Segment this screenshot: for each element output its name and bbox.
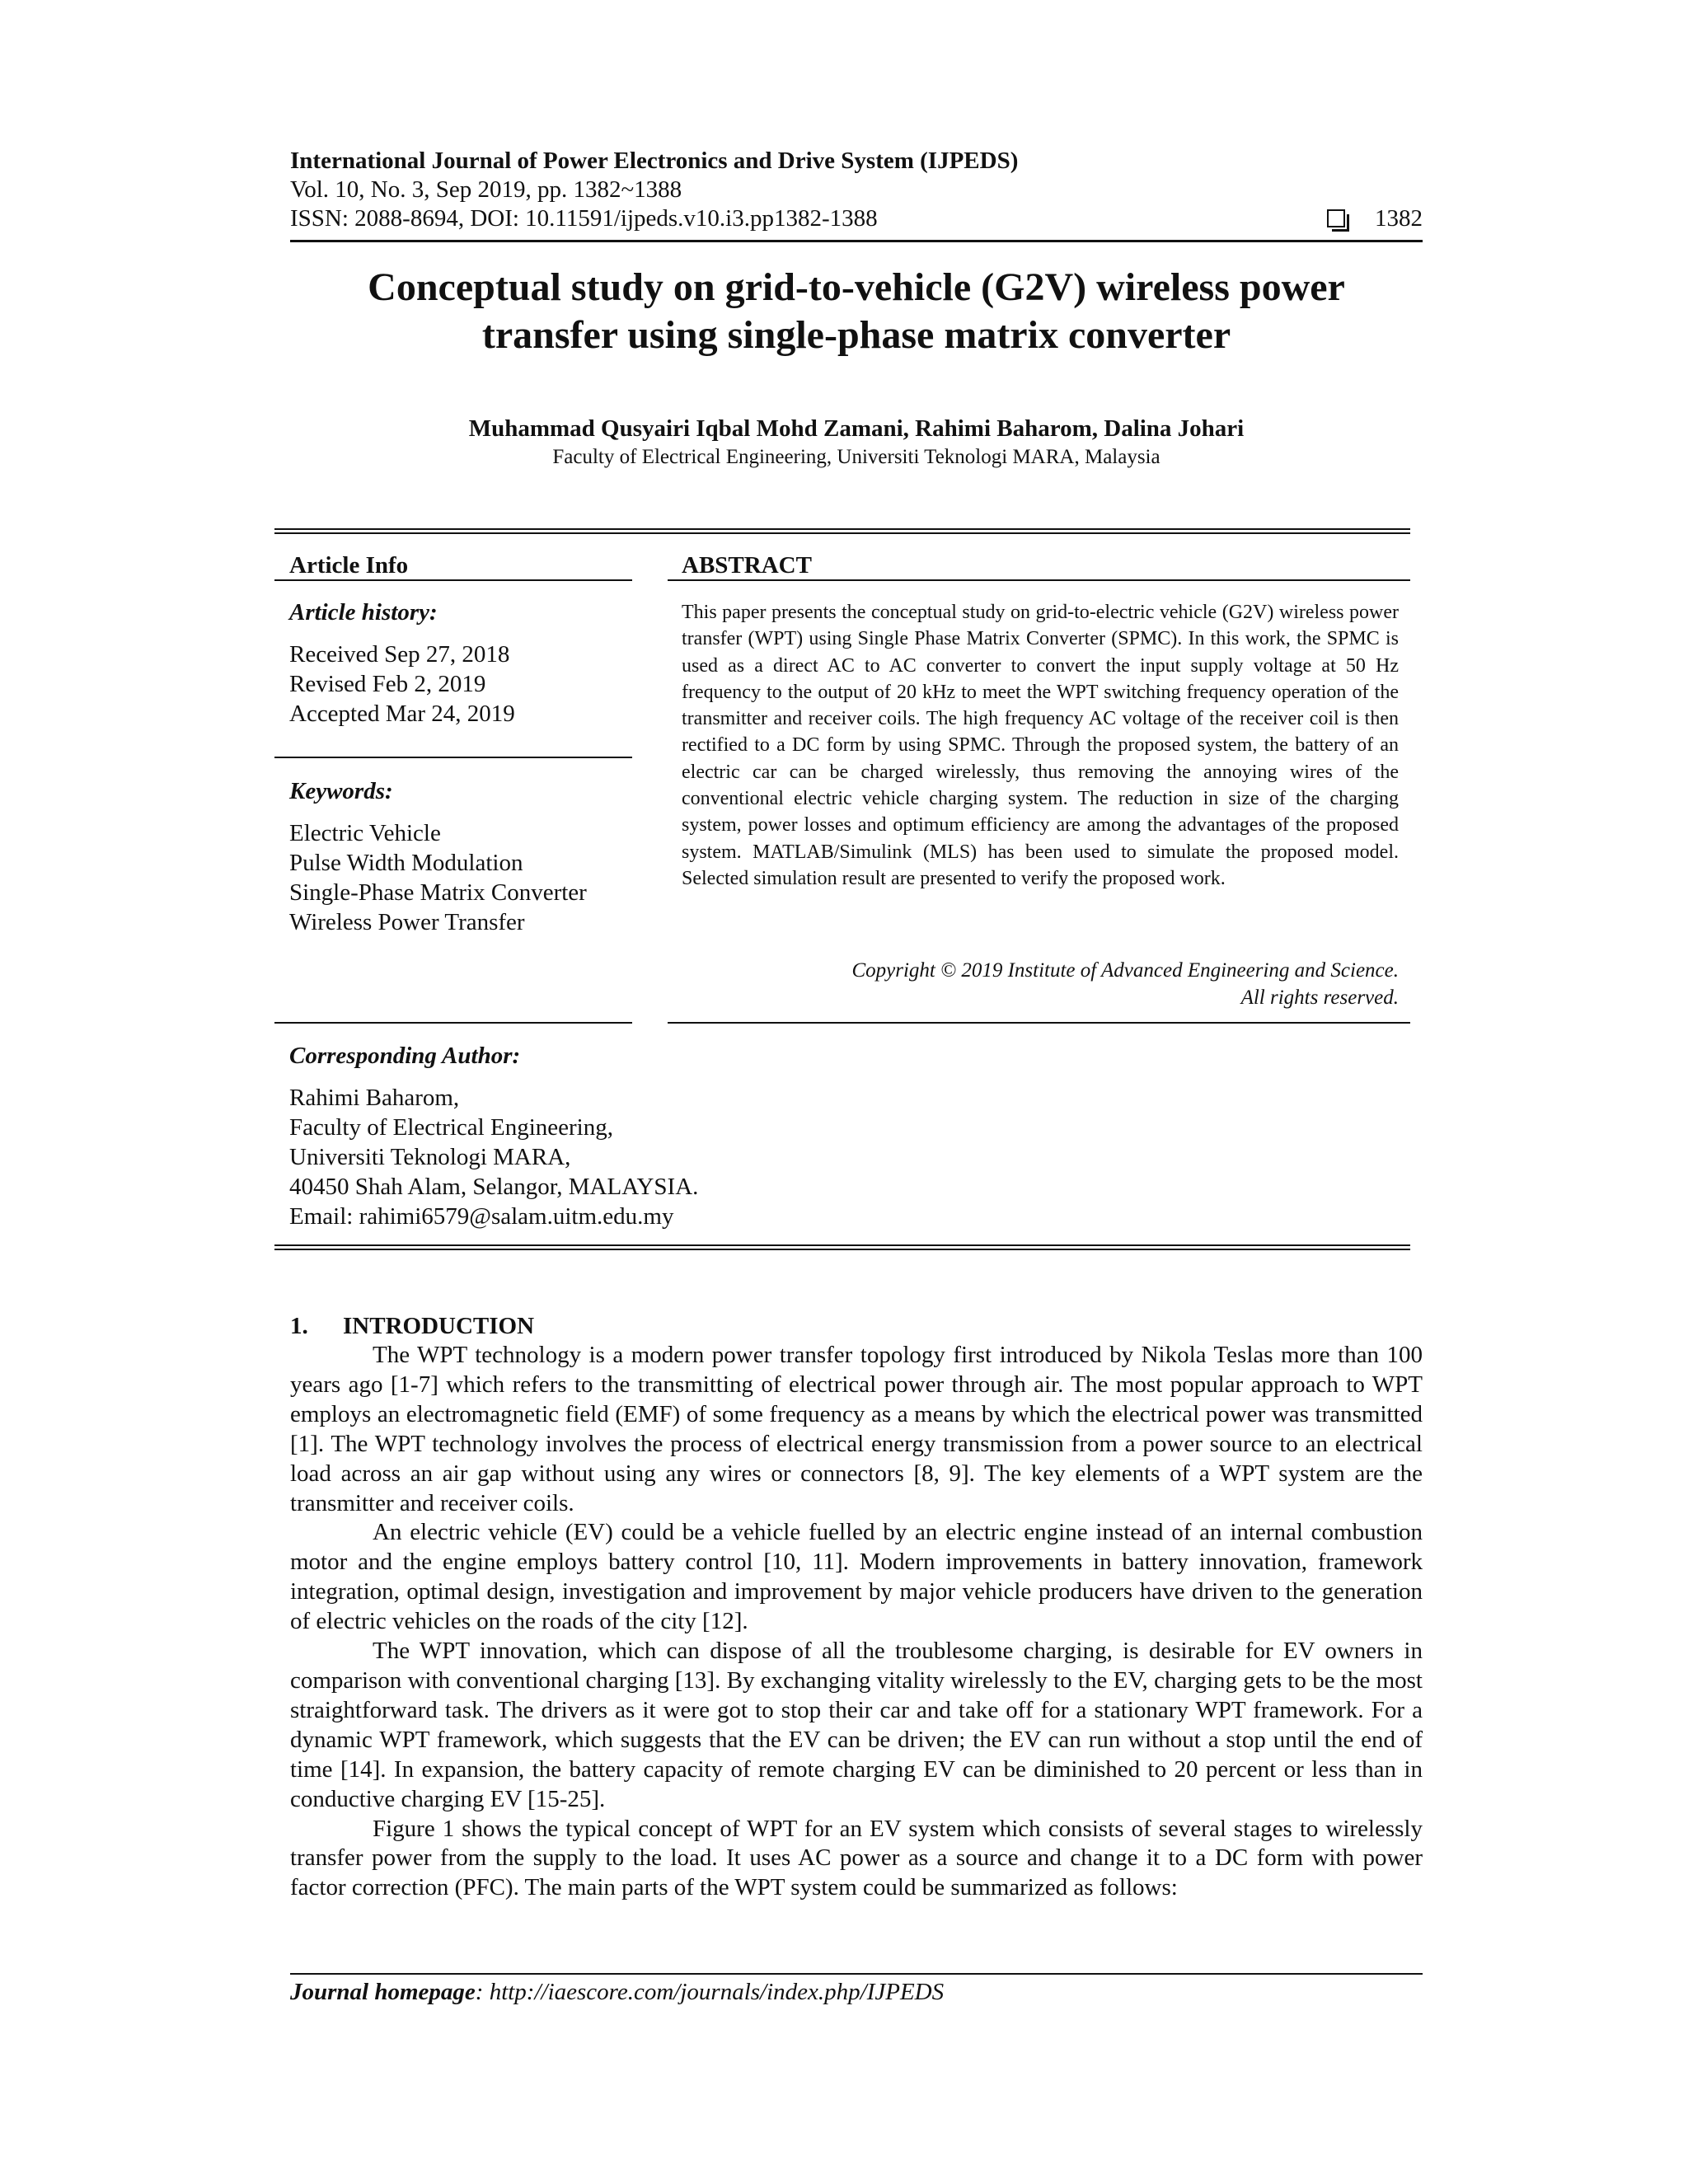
article-history-heading: Article history: — [289, 599, 438, 626]
info-box-top-rule — [274, 528, 1410, 534]
paragraph: The WPT innovation, which can dispose of all the troublesome charging, is desirable for EV owners in comparison with conventional charging [13]. By exchanging vitality wirelessly to the EV, charging gets to be the most straightforward task. The drivers as it were got to stop their car and take off for a stationary WPT framework. For a dynamic WPT framework, which suggests that the EV can be driven; the EV can run without a stop until the end of time [14]. In expansion, the battery capacity of remote charging EV can be diminished to 20 percent or less than in conductive charging EV [15-25]. — [290, 1638, 1423, 1812]
author-university: Universiti Teknologi MARA, — [289, 1144, 571, 1170]
paragraph: Figure 1 shows the typical concept of WPT for an EV system which consists of several stages to wirelessly transfer power from the supply to the load. It uses AC power as a source and change it to a DC form with power factor correction (PFC). The main parts of the WPT system could be summarized as follows: — [290, 1815, 1423, 1901]
abstract-text: This paper presents the conceptual study on grid-to-electric vehicle (G2V) wireless power transfer (WPT) using Single Phase Matrix Converter (SPMC). In this work, the SPMC is used as a direct AC to AC converter to convert the input supply voltage at 50 Hz frequency to the output of 20 kHz to meet the WPT switching frequency operation of the transmitter and receiver coils. The high frequency AC voltage of the receiver coil is then rectified to a DC form by using SPMC. Through the proposed system, the battery of an electric car can be charged wirelessly, thus removing the annoying wires of the conventional electric vehicle charging system. The reduction in size of the charging system, power losses and optimum efficiency are among the advantages of the proposed system. MATLAB/Simulink (MLS) has been used to simulate the proposed model. Selected simulation result are presented to verify the proposed work. — [682, 602, 1399, 889]
paragraph: An electric vehicle (EV) could be a vehicle fuelled by an electric engine instead of an internal combustion motor and the engine employs battery control [10, 11]. Modern improvements in battery innovation, framework integration, optimal design, investigation and improvement by major vehicle producers have driven to the generation of electric vehicles on the roads of the city [12]. — [290, 1519, 1423, 1635]
copyright-line-1: Copyright © 2019 Institute of Advanced Engineering and Science. — [851, 959, 1399, 982]
author-email: Email: rahimi6579@salam.uitm.edu.my — [289, 1203, 674, 1230]
section-title: INTRODUCTION — [343, 1313, 535, 1339]
journal-homepage-url[interactable]: : http://iaescore.com/journals/index.php/IJPEDS — [475, 1979, 945, 2005]
keyword: Single-Phase Matrix Converter — [289, 879, 587, 906]
introduction-heading — [290, 1312, 534, 1340]
keywords-heading: Keywords: — [289, 778, 393, 804]
accepted-date: Accepted Mar 24, 2019 — [289, 701, 515, 727]
header-page-info — [1327, 204, 1423, 232]
paper-title — [290, 264, 1423, 359]
info-box-bottom-rule — [274, 1244, 1410, 1250]
abstract-rule — [668, 579, 1410, 581]
author-address: 40450 Shah Alam, Selangor, MALAYSIA. — [289, 1174, 699, 1200]
article-info-heading: Article Info — [289, 552, 409, 579]
keyword: Electric Vehicle — [289, 820, 441, 846]
abstract-heading: ABSTRACT — [682, 552, 812, 579]
author-name: Rahimi Baharom, — [289, 1085, 460, 1111]
corresponding-author-details — [289, 1083, 698, 1231]
keyword-list — [289, 818, 587, 937]
paragraph: The WPT technology is a modern power transfer topology first introduced by Nikola Teslas more than 100 years ago [1-7] which refers to the transmitting of electrical power through air. The most popular approach to WPT employs an electromagnetic field (EMF) of some frequency as a means by which the electrical power was transmitted [1]. The WPT technology involves the process of electrical energy transmission from a power source to an electrical load across an air gap without using any wires or connectors [8, 9]. The key elements of a WPT system are the transmitter and receiver coils. — [290, 1342, 1423, 1516]
section-number: 1. — [290, 1313, 308, 1339]
journal-volume: Vol. 10, No. 3, Sep 2019, pp. 1382~1388 — [290, 176, 682, 203]
abstract-bottom-rule — [668, 1022, 1410, 1024]
article-history — [289, 640, 515, 729]
copyright-notice — [851, 957, 1399, 1011]
corresponding-author-heading: Corresponding Author: — [289, 1043, 521, 1069]
author-faculty: Faculty of Electrical Engineering, — [289, 1114, 613, 1141]
square-box-icon — [1327, 209, 1345, 227]
article-info-rule — [274, 579, 632, 581]
copyright-line-2: All rights reserved. — [1240, 987, 1399, 1009]
journal-homepage-label: Journal homepage — [290, 1979, 476, 2005]
paper-title-line-2: transfer using single-phase matrix converter — [481, 313, 1231, 357]
keyword: Wireless Power Transfer — [289, 909, 525, 935]
author-list: Muhammad Qusyairi Iqbal Mohd Zamani, Rahimi Baharom, Dalina Johari — [468, 415, 1245, 442]
journal-homepage — [290, 1978, 944, 2006]
paper-title-line-1: Conceptual study on grid-to-vehicle (G2V) wireless power — [368, 265, 1345, 309]
header-rule — [290, 240, 1423, 242]
footer-rule — [290, 1973, 1423, 1975]
journal-issn-doi: ISSN: 2088-8694, DOI: 10.11591/ijpeds.v10.i3.pp1382-1388 — [290, 205, 878, 232]
introduction-body — [290, 1341, 1423, 1903]
received-date: Received Sep 27, 2018 — [289, 641, 510, 668]
affiliation: Faculty of Electrical Engineering, Universiti Teknologi MARA, Malaysia — [552, 446, 1160, 468]
keyword: Pulse Width Modulation — [289, 850, 523, 876]
keywords-rule — [274, 1022, 632, 1024]
page-number: 1382 — [1375, 205, 1423, 232]
journal-name: International Journal of Power Electronics and Drive System (IJPEDS) — [290, 148, 1019, 174]
history-rule — [274, 757, 632, 758]
revised-date: Revised Feb 2, 2019 — [289, 671, 486, 697]
